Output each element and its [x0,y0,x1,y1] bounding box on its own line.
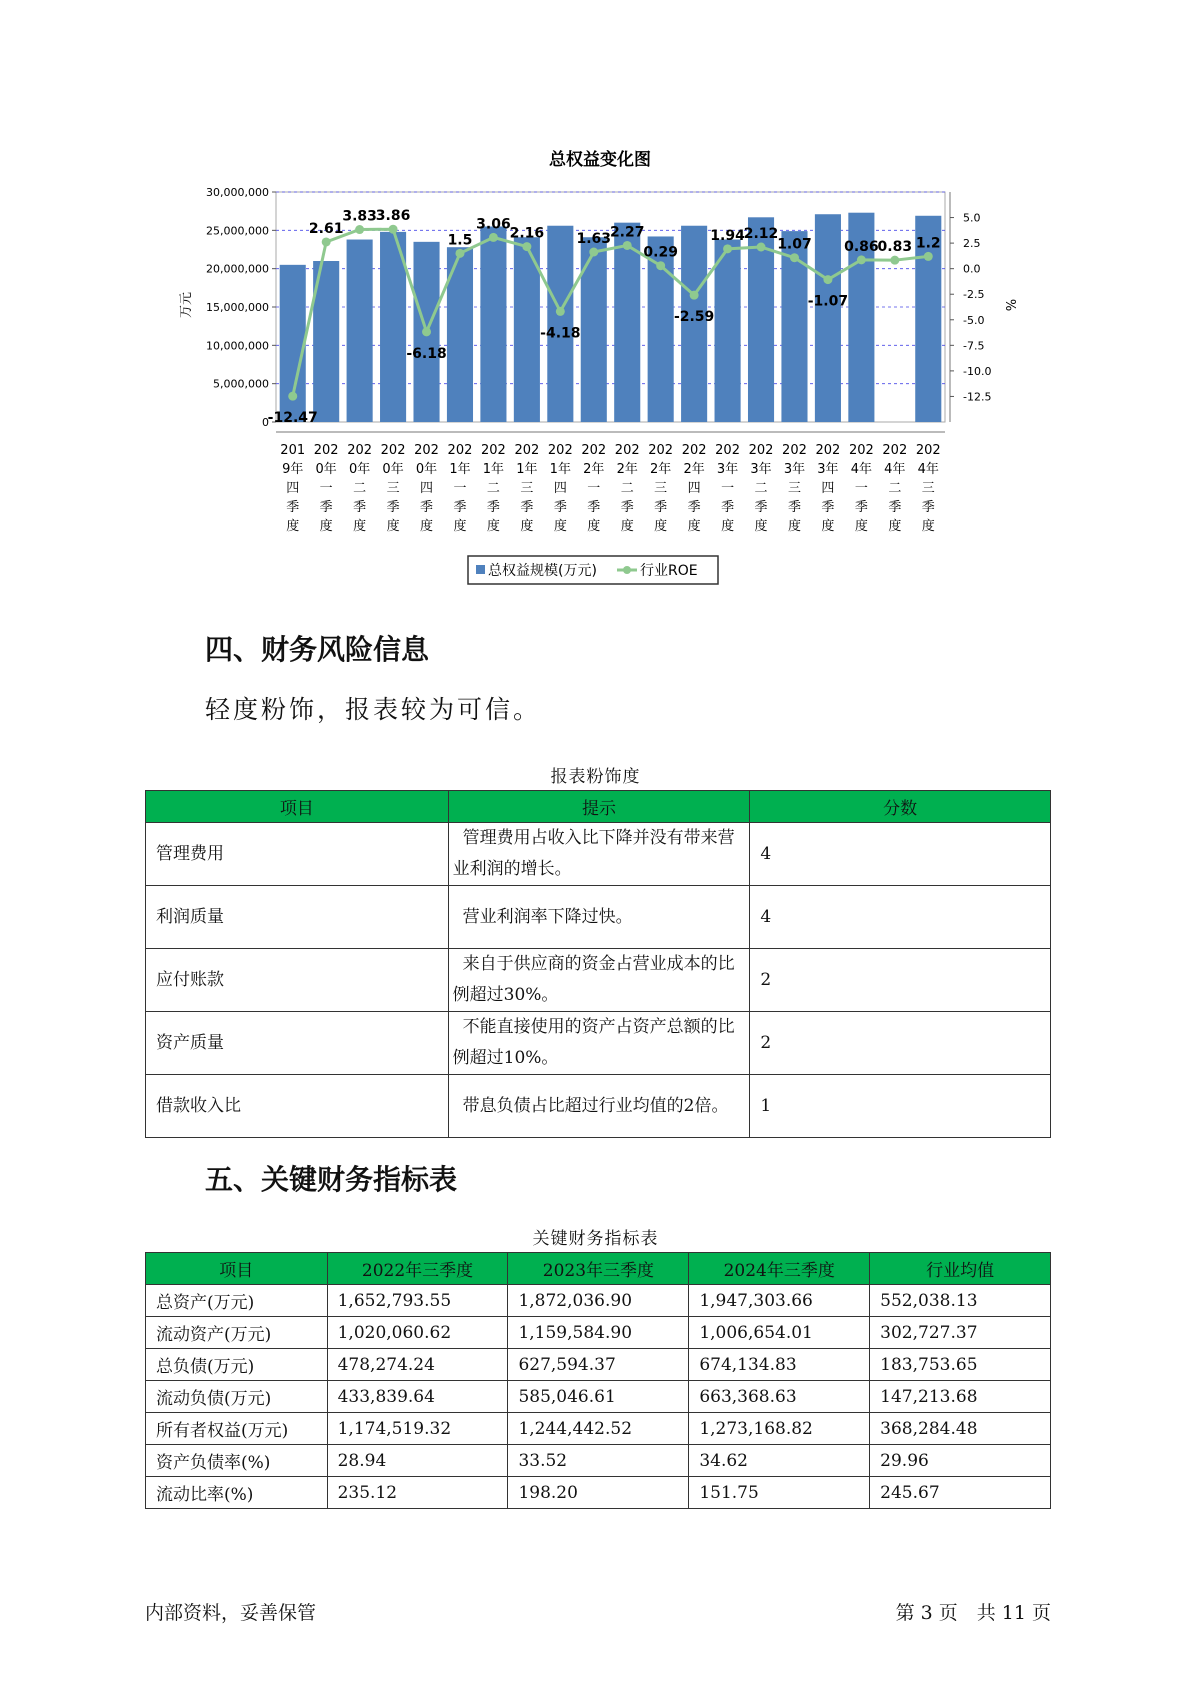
roe-point [489,233,498,242]
kpi-value-cell: 663,368.63 [689,1381,870,1413]
y-tick-label: 10,000,000 [206,339,269,353]
roe-data-label: 0.83 [877,239,913,256]
y-tick-label: 0 [262,416,269,429]
chart-title: 总权益变化图 [549,150,651,170]
roe-point [823,275,832,284]
roe-data-label: 3.83 [342,208,377,225]
kpi-item-cell: 流动负债(万元) [146,1381,328,1413]
legend-bar-label: 总权益规模(万元) [488,563,597,579]
risk-header-item: 项目 [146,791,449,823]
roe-data-label: 3.86 [375,208,411,225]
kpi-value-cell: 1,006,654.01 [689,1317,870,1349]
roe-data-label: 2.61 [308,220,344,237]
kpi-value-cell: 245.67 [870,1477,1051,1509]
kpi-value-cell: 674,134.83 [689,1349,870,1381]
legend-line-label: 行业ROE [640,563,698,579]
roe-point [589,248,598,257]
table-row [146,1413,1051,1445]
roe-data-label: -12.47 [267,410,318,427]
roe-point [723,244,732,253]
bar [715,240,741,422]
x-tick-label: 202 1年四季度 [547,443,573,534]
x-tick-label: 202 4年三季度 [915,443,941,534]
risk-hint-cell: 带息负债占比超过行业均值的2倍。 [448,1075,750,1138]
x-tick-label: 202 0年四季度 [414,443,439,534]
roe-data-label: -1.07 [807,293,849,310]
bar [815,214,841,422]
roe-point [623,241,632,250]
roe-data-label: 0.86 [844,238,879,255]
roe-data-label: 1.63 [576,231,612,248]
x-tick-label: 202 1年三季度 [514,443,540,534]
risk-header-hint: 提示 [448,791,750,823]
roe-point [924,252,933,261]
x-tick-label: 202 2年三季度 [648,443,674,534]
risk-summary-text: 轻度粉饰，报表较为可信。 [205,695,542,724]
roe-point [288,392,297,401]
kpi-header-cell: 行业均值 [870,1253,1051,1285]
y-axis-label: 万元 [179,291,194,319]
table-row [146,1381,1051,1413]
kpi-value-cell: 151.75 [689,1477,870,1509]
x-tick-label: 202 3年一季度 [715,443,740,534]
kpi-value-cell: 1,872,036.90 [508,1285,689,1317]
y-tick-label: 30,000,000 [206,186,269,199]
table-row [146,823,1051,886]
kpi-value-cell: 29.96 [870,1445,1051,1477]
table-row [146,1317,1051,1349]
y-tick-label: 20,000,000 [206,262,269,276]
roe-data-label: 2.16 [509,225,545,242]
roe-data-label: 1.5 [447,232,473,249]
footer-confidential-note: 内部资料，妥善保管 [145,1602,317,1624]
kpi-table-caption: 关键财务指标表 [532,1229,659,1249]
risk-table-header-row [146,791,1051,823]
y2-tick-label: -10.0 [963,364,992,378]
risk-hint-cell: 管理费用占收入比下降并没有带来营业利润的增长。 [448,823,750,886]
kpi-value-cell: 368,284.48 [870,1413,1051,1445]
y-tick-label: 5,000,000 [213,377,269,391]
roe-data-label: -6.18 [406,345,447,362]
y2-axis-label: % [1002,298,1017,312]
table-row [146,1012,1051,1075]
kpi-header-cell: 2024年三季度 [689,1253,870,1285]
table-row [146,949,1051,1012]
risk-item-cell: 利润质量 [146,886,449,949]
y2-tick-label: -5.0 [963,313,985,327]
x-tick-label: 202 0年二季度 [347,443,373,534]
risk-score-cell: 1 [750,1075,1051,1138]
roe-point [757,242,766,251]
roe-data-label: 0.29 [643,244,678,261]
roe-point [355,225,364,234]
table-row [146,886,1051,949]
kpi-value-cell: 552,038.13 [870,1285,1051,1317]
kpi-value-cell: 433,839.64 [327,1381,508,1413]
roe-point [656,261,665,270]
risk-item-cell: 借款收入比 [146,1075,449,1138]
kpi-header-cell: 2022年三季度 [327,1253,508,1285]
bar [347,240,373,422]
table-row [146,1445,1051,1477]
kpi-value-cell: 28.94 [327,1445,508,1477]
risk-table-caption: 报表粉饰度 [550,767,641,787]
x-tick-label: 202 2年四季度 [681,443,707,534]
y-tick-label: 15,000,000 [206,301,269,314]
section-heading-risk: 四、财务风险信息 [205,633,430,666]
kpi-value-cell: 183,753.65 [870,1349,1051,1381]
kpi-item-cell: 流动资产(万元) [146,1317,328,1349]
roe-point [690,291,699,300]
kpi-value-cell: 1,020,060.62 [327,1317,508,1349]
kpi-item-cell: 总负债(万元) [146,1349,328,1381]
risk-item-cell: 管理费用 [146,823,449,886]
y2-tick-label: 5.0 [963,211,981,225]
bar [480,227,506,423]
x-tick-label: 202 1年一季度 [447,443,473,534]
bar [581,237,607,422]
roe-data-label: 2.27 [609,224,645,241]
y2-tick-label: -12.5 [963,390,992,404]
section-heading-kpi: 五、关键财务指标表 [205,1163,458,1196]
risk-score-cell: 4 [750,886,1051,949]
y2-tick-label: 2.5 [963,237,981,251]
x-tick-label: 202 3年四季度 [815,443,841,534]
kpi-value-cell: 1,174,519.32 [327,1413,508,1445]
kpi-value-cell: 1,947,303.66 [689,1285,870,1317]
roe-point [522,242,531,251]
roe-point [389,225,398,234]
table-row [146,1075,1051,1138]
kpi-value-cell: 1,244,442.52 [508,1413,689,1445]
x-tick-label: 202 0年三季度 [380,443,406,534]
kpi-value-cell: 1,159,584.90 [508,1317,689,1349]
roe-data-label: 1.94 [710,227,745,244]
risk-table [145,790,1051,1138]
kpi-value-cell: 627,594.37 [508,1349,689,1381]
kpi-header-cell: 2023年三季度 [508,1253,689,1285]
footer-page-number: 第 3 页 共 11 页 [895,1602,1051,1624]
roe-data-label: 1.07 [777,236,812,253]
roe-point [455,249,464,258]
roe-point [857,255,866,264]
x-tick-label: 202 4年二季度 [882,443,908,534]
plot-area [206,186,991,534]
kpi-table [145,1252,1051,1509]
x-tick-label: 202 4年一季度 [848,443,874,534]
table-row [146,1477,1051,1509]
kpi-item-cell: 所有者权益(万元) [146,1413,328,1445]
risk-score-cell: 2 [750,1012,1051,1075]
x-tick-label: 202 1年二季度 [481,443,506,534]
y-tick-label: 25,000,000 [206,224,269,238]
table-row [146,1349,1051,1381]
risk-hint-cell: 营业利润率下降过快。 [448,886,750,949]
kpi-table-header-row [146,1253,1051,1285]
roe-point [322,237,331,246]
kpi-value-cell: 33.52 [508,1445,689,1477]
roe-point [556,307,565,316]
roe-point [890,256,899,265]
risk-item-cell: 应付账款 [146,949,449,1012]
risk-header-score: 分数 [750,791,1051,823]
kpi-value-cell: 34.62 [689,1445,870,1477]
x-tick-label: 202 0年一季度 [313,443,339,534]
kpi-value-cell: 1,273,168.82 [689,1413,870,1445]
kpi-value-cell: 478,274.24 [327,1349,508,1381]
risk-hint-cell: 来自于供应商的资金占营业成本的比例超过30%。 [448,949,750,1012]
kpi-value-cell: 198.20 [508,1477,689,1509]
bar [547,226,573,422]
x-tick-label: 202 2年一季度 [581,443,607,534]
roe-data-label: -2.59 [673,309,715,326]
kpi-header-cell: 项目 [146,1253,328,1285]
kpi-value-cell: 147,213.68 [870,1381,1051,1413]
y2-tick-label: -7.5 [963,339,985,353]
kpi-item-cell: 资产负债率(%) [146,1445,328,1477]
risk-score-cell: 4 [750,823,1051,886]
x-tick-label: 202 3年三季度 [782,443,807,534]
roe-data-label: -4.18 [540,325,581,342]
chart-legend [468,556,718,584]
legend-line-marker [623,566,631,574]
y2-tick-label: -2.5 [963,288,985,302]
kpi-item-cell: 总资产(万元) [146,1285,328,1317]
kpi-value-cell: 585,046.61 [508,1381,689,1413]
kpi-value-cell: 235.12 [327,1477,508,1509]
equity-change-chart [170,140,1017,590]
legend-bar-swatch [476,565,485,574]
roe-point [790,253,799,262]
roe-data-label: 2.12 [743,225,779,242]
risk-score-cell: 2 [750,949,1051,1012]
kpi-value-cell: 1,652,793.55 [327,1285,508,1317]
kpi-item-cell: 流动比率(%) [146,1477,328,1509]
risk-item-cell: 资产质量 [146,1012,449,1075]
risk-hint-cell: 不能直接使用的资产占资产总额的比例超过10%。 [448,1012,750,1075]
x-tick-label: 202 2年二季度 [614,443,640,534]
table-row [146,1285,1051,1317]
roe-point [422,327,431,336]
roe-data-label: 1.2 [915,235,941,252]
roe-data-label: 3.06 [476,216,511,233]
x-tick-label: 202 3年二季度 [748,443,774,534]
kpi-value-cell: 302,727.37 [870,1317,1051,1349]
x-tick-label: 201 9年四季度 [280,443,306,534]
y2-tick-label: 0.0 [963,262,981,276]
